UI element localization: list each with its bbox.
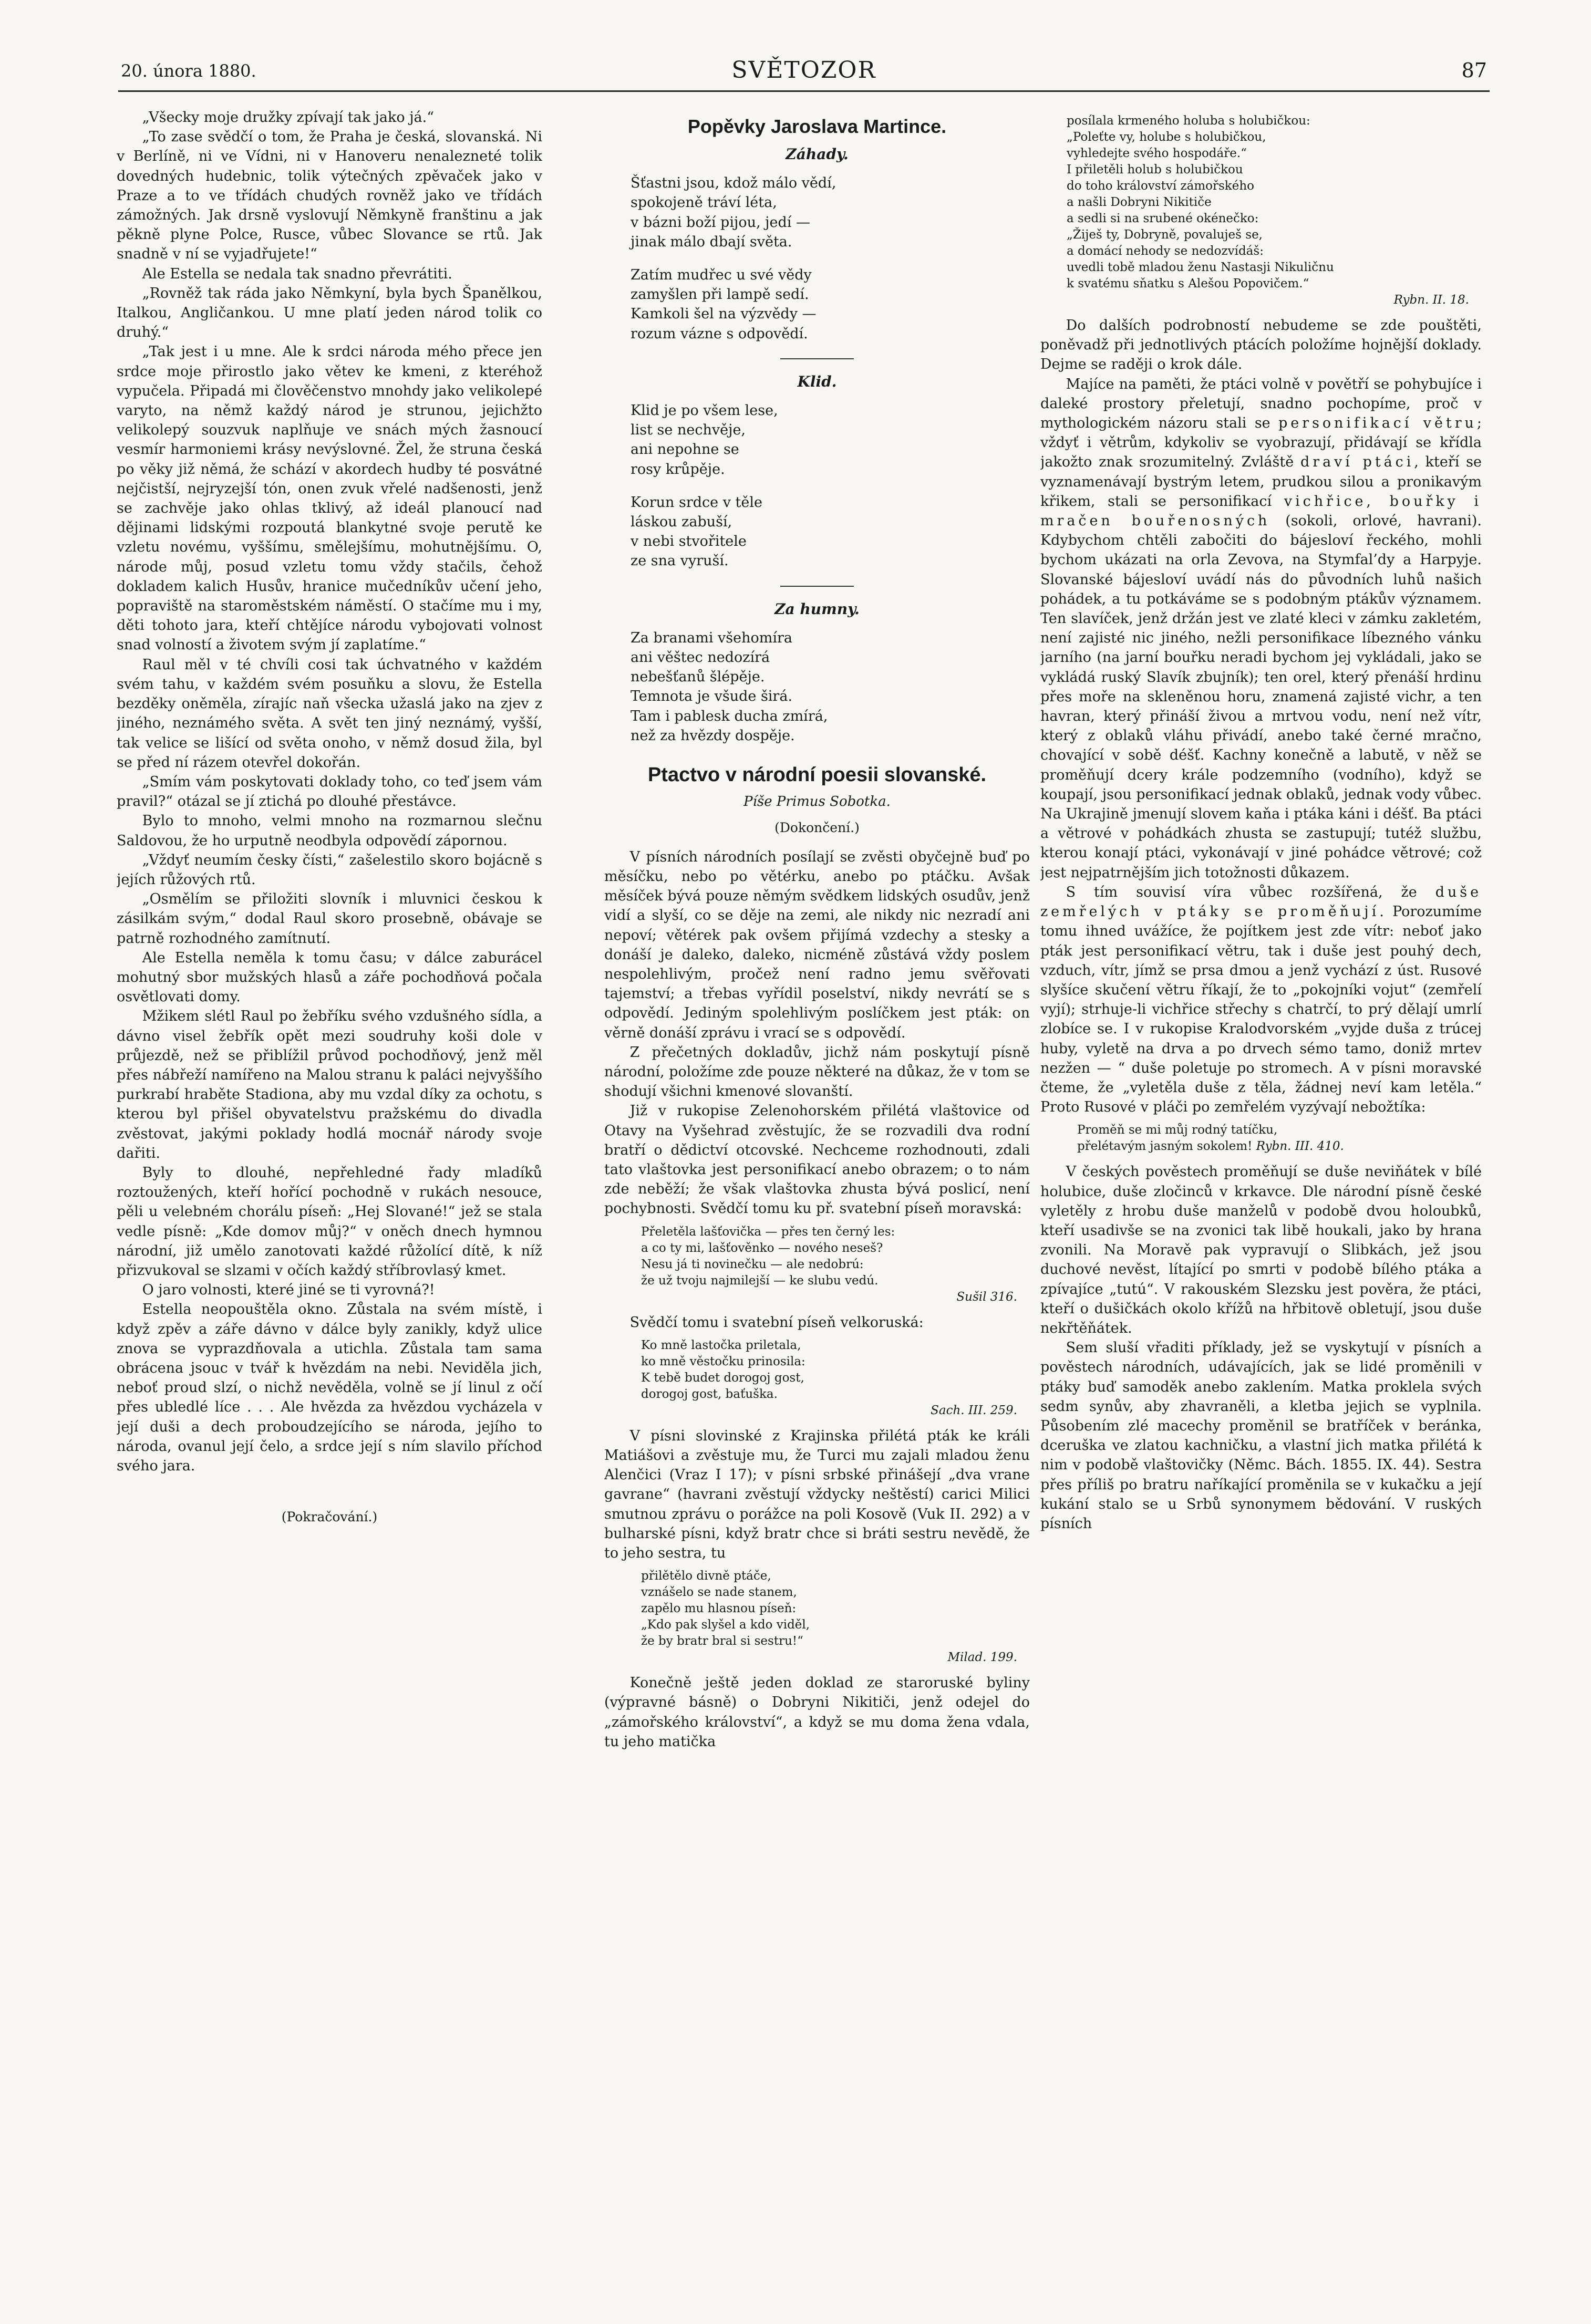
text-run: ; vždyť i větrům, kdykoliv se vyobrazují, přidávají se křídla jakožto znak srozumitelný. Zvláště — [1040, 415, 1482, 471]
article-paragraph: V českých pověstech proměňují se duše neviňátek v bílé holubice, duše zločinců v krkavce. Dle národní písně české vyletěly z hrobu duše manželů v podobě dvou holoubků, kteří usadivše se na zvonici tak libě houkali, jako by hrana zvonili. Na Moravě pak vypravují o Slibkách, jež jsou duchové nevěst, lítající po smrti v podobě bílého ptáka a zpívajíce „tutú“. V rakouském Slezsku jest pověra, že ptáci, kteří o dušičkách okolo křížů na hřbitově obletují, jsou duše nekřtěňátek. — [1040, 1164, 1482, 1336]
quote-line: vznášelo se nade stanem, — [641, 1585, 797, 1600]
novel-paragraph: Estella neopouštěla okno. Zůstala na svém místě, i když zpěv a záře dávno v dálce byly zanikly, když ulice znova se vyprazdňovala a utichla. Zůstala tam sama obrácena jsouc v tvář k hvězdám na nebi. Neviděla jich, neboť proud slzí, o nichž nevěděla, volně se jí linul z očí přes ubledlé líce . . . Ale hvězda za hvězdou vycházela v její duši a dech proboudzejícího se národa, jejího to národa, ovanul její čelo, a srdce její s ním slavilo příchod svého jara. — [117, 1301, 542, 1475]
section-divider — [780, 358, 854, 359]
quote-russian — [641, 1337, 1030, 1419]
article-title: Ptactvo v národní poesii slovanské. — [647, 764, 987, 786]
quote-line: a domácí nehody se nedozvídáš: — [1067, 244, 1264, 258]
poem-sections — [604, 144, 1030, 745]
quote-line: Proměň se mi můj rodný tatíčku, — [1077, 1123, 1278, 1137]
text-run: S tím souvisí víra vůbec rozšířená, že — [1066, 884, 1435, 900]
poem-subtitle: Za humny. — [774, 600, 860, 618]
poem-line: ani nepohne se — [631, 441, 739, 458]
quote-line: „Poleťte vy, holube s holubičkou, — [1067, 130, 1266, 144]
quote-line: že by bratr bral si sestru!“ — [641, 1634, 803, 1648]
quote-line: ko mně věstočku prinosila: — [641, 1354, 805, 1368]
quote-line: a sedli si na srubené okénečko: — [1067, 212, 1259, 225]
quote-line: k svatému sňatku s Alešou Popovičem.“ — [1067, 277, 1309, 290]
section-divider — [780, 586, 854, 587]
novel-paragraph: „Vždyť neumím česky čísti,“ zašelestilo skoro bojácně s jejích růžových rtů. — [117, 852, 542, 888]
quote-bylina — [1067, 113, 1482, 308]
novel-paragraph: Mžikem slétl Raul po žebříku svého vzdušného sídla, a dávno visel žebřík opět mezi soudruhy koši dole v průjezdě, než se přiblížil průvod pochodňový, jenž měl přes nábřeží namířeno na Malou stranu k paláci nejvyššího purkrabí hraběte Stadiona, aby mu vzdal díky za ochotu, s kterou byl přišel obyvatelstvu pražskému do divadla zvěstovat, jakými poklady hodlá mocnář národy svoje dařiti. — [117, 1008, 542, 1161]
poem-line: v bázni boží pijou, jedí — — [631, 214, 810, 231]
quote-source: Rybn. III. 410. — [1256, 1139, 1344, 1154]
quote-line: Ko mně lastočka priletala, — [641, 1338, 801, 1352]
quote-line: Nesu já ti novinečku — ale nedobrú: — [641, 1257, 864, 1271]
quote-line: a co ty mi, lašťověnko — nového neseš? — [641, 1241, 883, 1255]
poem-line: list se nechvěje, — [631, 422, 746, 439]
poem-line: zamyšlen při lampě sedí. — [631, 286, 809, 303]
poem-line: Šťastni jsou, kdož málo vědí, — [631, 175, 836, 192]
header-rule — [118, 90, 1490, 92]
page-number: 87 — [1461, 59, 1487, 82]
issue-date: 20. února 1880. — [121, 61, 256, 81]
quote-line: zapělo mu hlasnou píseň: — [641, 1602, 797, 1616]
article-paragraph: Konečně ještě jeden doklad ze staroruské byliny (výpravné básně) o Dobryni Nikitiči, jenž odejel do „zámořského království“, a když se mu doma žena vdala, tu jeho matička — [604, 1675, 1030, 1750]
quote-moravian — [641, 1224, 1030, 1305]
article-paragraph: Již v rukopise Zelenohorském přilétá vlaštovice od Otavy na Vyšehrad zvěstujíc, že se rozvadili dva rodní bratří o dědictví otcovské. Nechceme rozhodnouti, zdali tato vlaštovka jest personifikací anebo obrazem; o to nám zde neběží; že však vlaštovka zhusta bývá poslicí, není pochybnosti. Svědčí tomu ku př. svatební píseň moravská: — [604, 1103, 1030, 1217]
quote-line: a našli Dobryni Nikitiče — [1067, 195, 1212, 209]
poems-title: Popěvky Jaroslava Martince. — [687, 116, 947, 137]
article-paragraph: Z přečetných dokladův, jichž nám poskytují písně národní, položíme zde pouze některé na důkaz, že v tom se shodují všichni kmenové slovanští. — [604, 1044, 1030, 1100]
journal-title: SVĚTOZOR — [731, 57, 876, 84]
quote-text: přelétavým jasným sokolem! — [1077, 1139, 1253, 1154]
column-left — [117, 108, 542, 2072]
article-paragraph: Svědčí tomu i svatební píseň velkoruská: — [629, 1314, 924, 1331]
novel-paragraph: Raul měl v té chvíli cosi tak úchvatného v každém svém tahu, v každém svém posuňku a slovu, že Estella bezděky oněměla, zírajíc naň všecka užaslá jako na zjev z jiného, neznámého světa. A svět ten jiný neznámý, vyšší, tak velice se lišící od světa onoho, v němž dosud žila, byl se před ní rázem otevřel dokořán. — [117, 656, 542, 771]
quote-lament — [1077, 1122, 1482, 1155]
novel-paragraph: Byly to dlouhé, nepřehledné řady mladíků roztoužených, kteří hořící pochodně v rukách nesouce, pěli u velebném chorálu píseň: „Hej Slované!“ jež se stala vedle písně: „Kde domov můj?“ v oněch dnech hymnou národní, již umělo zanotovati každé růžolící dítě, k níž přizvukoval se slzami v očích každý stříbrovlasý kmet. — [117, 1164, 542, 1279]
article-paragraph: V písni slovinské z Krajinska přilétá pták ke králi Matiášovi a zvěstuje mu, že Turci mu zajali mladou ženu Alenčici (Vraz I 17); v písni srbské přinášejí „dva vrane gavrane“ (havrani zvěstují vždycky neštěstí) carici Milici smutnou zprávu o porážce na poli Kosově (Vuk II. 292) a v bulharské písni, když bratr chce si bráti sestru nevědě, že to jeho sestra, tu — [604, 1427, 1030, 1561]
quote-line: „Kdo pak slyšel a kdo viděl, — [641, 1618, 810, 1632]
poem-line: Zatím mudřec u své vědy — [631, 267, 812, 284]
novel-paragraph: „Tak jest i u mne. Ale k srdci národa mého přece jen srdce moje přirostlo jako větev ke kmeni, z kteréhož vypučela. Připadá mi člověčenstvo mnohdy jako velikolepé varyto, na němž každý národ je strunou, jejichžto velikolepý souzvuk naplňuje ve snách mých žasnoucí vesmír harmoniemi krásy nevýslovné. Žel, že struna česká po věky již němá, že schází v akordech hudby té posvátné nejčistší, nejryzejší tón, onen zvuk vřelé nadšenosti, jenž se zachvěje jako ohlas tklivý, až ideál planoucí nad dějinami lidskými rozpoutá blankytné svoje perutě ke vzletu novému, vyššímu, smělejšímu, mohutnějšímu. O, národe můj, posud vzletu tomu vždy stačils, čehož dokladem kalich Husův, hranice mučedníkův učení jeho, popraviště na staroměstském náměstí. O stačíme mu i my, děti tohoto jara, kteří chtějíce národu vybojovati volnost snad volností a životem svým jí zaplatíme.“ — [117, 344, 542, 653]
novel-paragraph: Bylo to mnoho, velmi mnoho na rozmarnou slečnu Saldovou, že ho urputně neodbyla odpovědí zápornou. — [117, 813, 542, 849]
article-paragraph: Sem sluší vřaditi příklady, jež se vyskytují v písních a pověstech národních, udávajících, jak se lidé proměnili v ptáky buď samoděk anebo zaklením. Matka proklela svých sedm synův, aby zhavraněli, a kletba jejich se vyplnila. Působením zlé macechy proměnil se bratříček v beránka, dceruška ve zlatou kachničku, a vlastní jich matka přilétá k nim v podobě vlaštovičky (Němc. Bách. 1855. IX. 44). Sestra přes příliš po bratru naříkající proměnila se v kukačku a její kukání stalo se u Srbů synonymem bědování. V ruských písních — [1040, 1340, 1482, 1532]
poem-line: ani věštec nedozírá — [631, 649, 770, 666]
quote-line: do toho království zámořského — [1067, 179, 1254, 193]
column-middle — [604, 108, 1030, 2251]
quote-line: „Žiješ ty, Dobryně, povaluješ se, — [1067, 228, 1263, 242]
article-paragraph — [1040, 883, 1482, 1117]
poem-line: než za hvězdy dospěje. — [631, 727, 795, 744]
text-run: Majíce na paměti, že ptáci volně v povětří se pohybujíce i daleké prostory přeletují, snadno pochopíme, proč v mythologickém názoru stali se — [1040, 376, 1482, 432]
poem-line: Za branami všehomíra — [631, 629, 793, 646]
quote-line: I přiletěli holub s holubičkou — [1067, 163, 1243, 177]
poem-line: Tam i pablesk ducha zmírá, — [631, 708, 828, 724]
quote-line: přilětělo divně ptáče, — [641, 1569, 771, 1583]
quote-source: Sach. III. 259. — [931, 1403, 1017, 1417]
poem-line: Korun srdce v těle — [631, 494, 762, 511]
spaced-emphasis: duše zemřelých v ptáky se proměňují — [1040, 884, 1482, 920]
novel-paragraph: „Osmělím se přiložiti slovník i mluvnici českou k zásilkám svým,“ dodal Raul skoro prosebně, obávaje se patrně rozhodného zamítnutí. — [117, 891, 542, 947]
poem-stanza — [631, 173, 1030, 252]
quote-line: Přeletěla lašťovička — přes ten černý les: — [641, 1225, 895, 1239]
poem-stanza — [631, 401, 1030, 479]
article-byline: Píše Primus Sobotka. — [743, 794, 891, 810]
poem-line: láskou zabuší, — [631, 514, 732, 531]
poem-stanza — [631, 265, 1030, 344]
novel-paragraph: „To zase svědčí o tom, že Praha je česká, slovanská. Ni v Berlíně, ni ve Vídni, ni v Hanoveru nenalezneté tolik dovedných hudebnic, tolik výtečných zpěvaček jako v Praze a to ve třídách chudých rovněž jako ve třídách zámožných. Jak drsně vyslovují Němkyně franštinu a jak pěkně plyne Polce, Rusce, vůbec Slovance se rtů. Jak snadně v ní se vyjadřujete!“ — [117, 129, 542, 263]
spaced-emphasis: personifikací větru — [1278, 415, 1477, 432]
novel-paragraph: „Rovněž tak ráda jako Němkyní, byla bych Španělkou, Italkou, Angličankou. U mne platí jeden národ tolik co druhý.“ — [117, 285, 542, 341]
poem-line: jinak málo dbají světa. — [631, 233, 792, 250]
poem-line: rozum vázne s odpovědí. — [631, 325, 808, 342]
novel-paragraph: Ale Estella neměla k tomu času; v dálce zaburácel mohutný sbor mužských hlasů a záře pochodňová počala osvětlovati domy. — [117, 949, 542, 1005]
novel-paragraph: „Smím vám poskytovati doklady toho, co teď jsem vám pravil?“ otázal se jí ztichá po dlouhé přestávce. — [117, 773, 542, 810]
poem-subtitle: Klid. — [797, 372, 837, 390]
poem-line: spokojeně tráví léta, — [631, 194, 777, 211]
article-paragraph — [1040, 375, 1482, 883]
poem-line: rosy krůpěje. — [631, 461, 725, 478]
quote-line: posílala krmeného holuba s holubičkou: — [1067, 114, 1310, 128]
novel-text — [117, 108, 542, 1476]
article-continuation: (Dokončení.) — [774, 820, 860, 836]
poem-line: v nebi stvořitele — [631, 533, 747, 550]
poem-stanza — [631, 628, 1030, 745]
poem-line: ze sna vyruší. — [631, 553, 729, 569]
quote-source: Rybn. II. 18. — [1393, 293, 1469, 307]
article-paragraph: Do dalších podrobností nebudeme se zde pouštěti, poněvadž při jednotlivých ptácích položíme hojnější doklady. Dejme se raději o krok dále. — [1040, 317, 1482, 373]
continuation-note: (Pokračování.) — [281, 1509, 378, 1525]
poem-subtitle: Záhady. — [786, 146, 849, 163]
quote-source: Sušil 316. — [956, 1290, 1017, 1304]
poem-stanza — [631, 493, 1030, 571]
novel-paragraph: „Všecky moje družky zpívají tak jako já.“ — [142, 109, 435, 126]
quote-source: Milad. 199. — [947, 1651, 1017, 1665]
text-run: , kteří se vyznamenávají bystrým letem, prudkou silou a pronikavým křikem, stali se personifikací — [1040, 454, 1482, 510]
spaced-emphasis: vichřice, bouřky i mračen bouřenosných — [1040, 493, 1482, 530]
text-run: (sokoli, orlové, havrani). Kdybychom chtěli zabočiti do bájesloví řeckého, mohli bychom ukázati na orla Zevova, na Stymfal’dy a Harpyje. Slovanské bájesloví uvádí nás do původních luhů našich pohádek, a tu potkáváme se s podobným ptákův významem. Ten slavíček, jenž držán jest ve zlaté kleci v zámku zakletém, není zajisté nic jiného, nežli personifikace líbezného vánku jarního (na jarní bouřku neradi bychom jej vykládali, jako se vykládá ruský Slavík zbujník); ten orel, který přenáší hrdinu přes moře na skleněnou horu, znamená zajisté vichr, a ten havran, který přináší živou a mrtvou vodu, není než vítr, který z oblaků vláhu přivádí, anebo také černé mračno, chovající v sobě déšť. Kachny konečně a labutě, v něž se proměňují dcery krále podzemního (vodního), když se koupají, jsou personifikací jednak oblaků, jednak vody vůbec. Na Ukrajině jmenují slovem kaňa i ptáka káni i déšť. Ba ptáci a větrové v pohádkách zhusta se zastupují; tutéž službu, kterou konají ptáci, vykonávají v jiné pohádce větrové; což jest nejpatrnějším jich totožnosti důkazem. — [1040, 513, 1482, 881]
spaced-emphasis: draví ptáci — [1300, 454, 1414, 471]
novel-paragraph: Ale Estella se nedala tak snadno převrátiti. — [142, 265, 452, 282]
article-paragraph: V písních národních posílají se zvěsti obyčejně buď po měsíčku, nebo po větérku, anebo po ptáčku. Avšak měsíček bývá pouze němým svědkem lidských osudův, jenž vidí a slyší, co se děje na zemi, ale nikdy nic nezradí ani nepoví; větérek pak ovšem přijímá vzdechy a stesky a donáší je daleko, daleko, nicméně zůstává vždy poslem nespolehlivým, pročež není radno jemu svěřovati tajemství; a třebas vyřídil poselství, nikdy nevrátí se s odpovědí. Jediným spolehlivým poslíčkem jest pták: on věrně donáší zprávu i vrací se s odpovědí. — [604, 848, 1030, 1041]
quote-line: uvedli tobě mladou ženu Nastasji Nikuličnu — [1067, 261, 1334, 274]
quote-line: K tebě budet dorogoj gost, — [641, 1371, 804, 1385]
page-header — [121, 57, 1487, 88]
quote-line: dorogoj gost, baťuška. — [641, 1387, 778, 1401]
quote-line: že už tvoju najmilejší — ke slubu vedú. — [641, 1273, 879, 1288]
poem-line: nebešťanů šlépěje. — [631, 669, 765, 686]
text-run: . Porozumíme tomu ihned uvážíce, že pojítkem jest zde vítr: neboť jako pták jest personifikací větru, tak i duše jest pouhý dech, vzduch, vítr, jímž se prsa dmou a jenž vychází z úst. Rusové slyšíce skučení větru říkají, že to „pokojníki vojut“ (zemřelí vyjí); strhuje-li vichřice střechy s chatrčí, to prý dělají umrlí zlobíce se. I v rukopise Kralodvorském „vyjde duša z trúcej huby, vyletě na drva a po drvech sémo tamo, doniž mrtev nezžen — “ duše poletuje po stromech. A v písni moravské čteme, že „vyletěla duše z těla, žádnej neví kam letěla.“ Proto Rusové v pláči po zemřelém vyzývají nebožtíka: — [1040, 904, 1482, 1116]
poem-line: Temnota je všude širá. — [631, 688, 793, 705]
poem-line: Kamkoli šel na výzvědy — — [631, 306, 817, 323]
novel-paragraph: O jaro volnosti, které jiné se ti vyrovná?! — [142, 1282, 435, 1299]
quote-bulgarian — [641, 1568, 1030, 1666]
poem-line: Klid je po všem lese, — [631, 402, 778, 419]
quote-line: vyhledejte svého hospodáře.“ — [1067, 147, 1247, 160]
column-right — [1040, 108, 1482, 2251]
quote-line — [1077, 1138, 1482, 1155]
